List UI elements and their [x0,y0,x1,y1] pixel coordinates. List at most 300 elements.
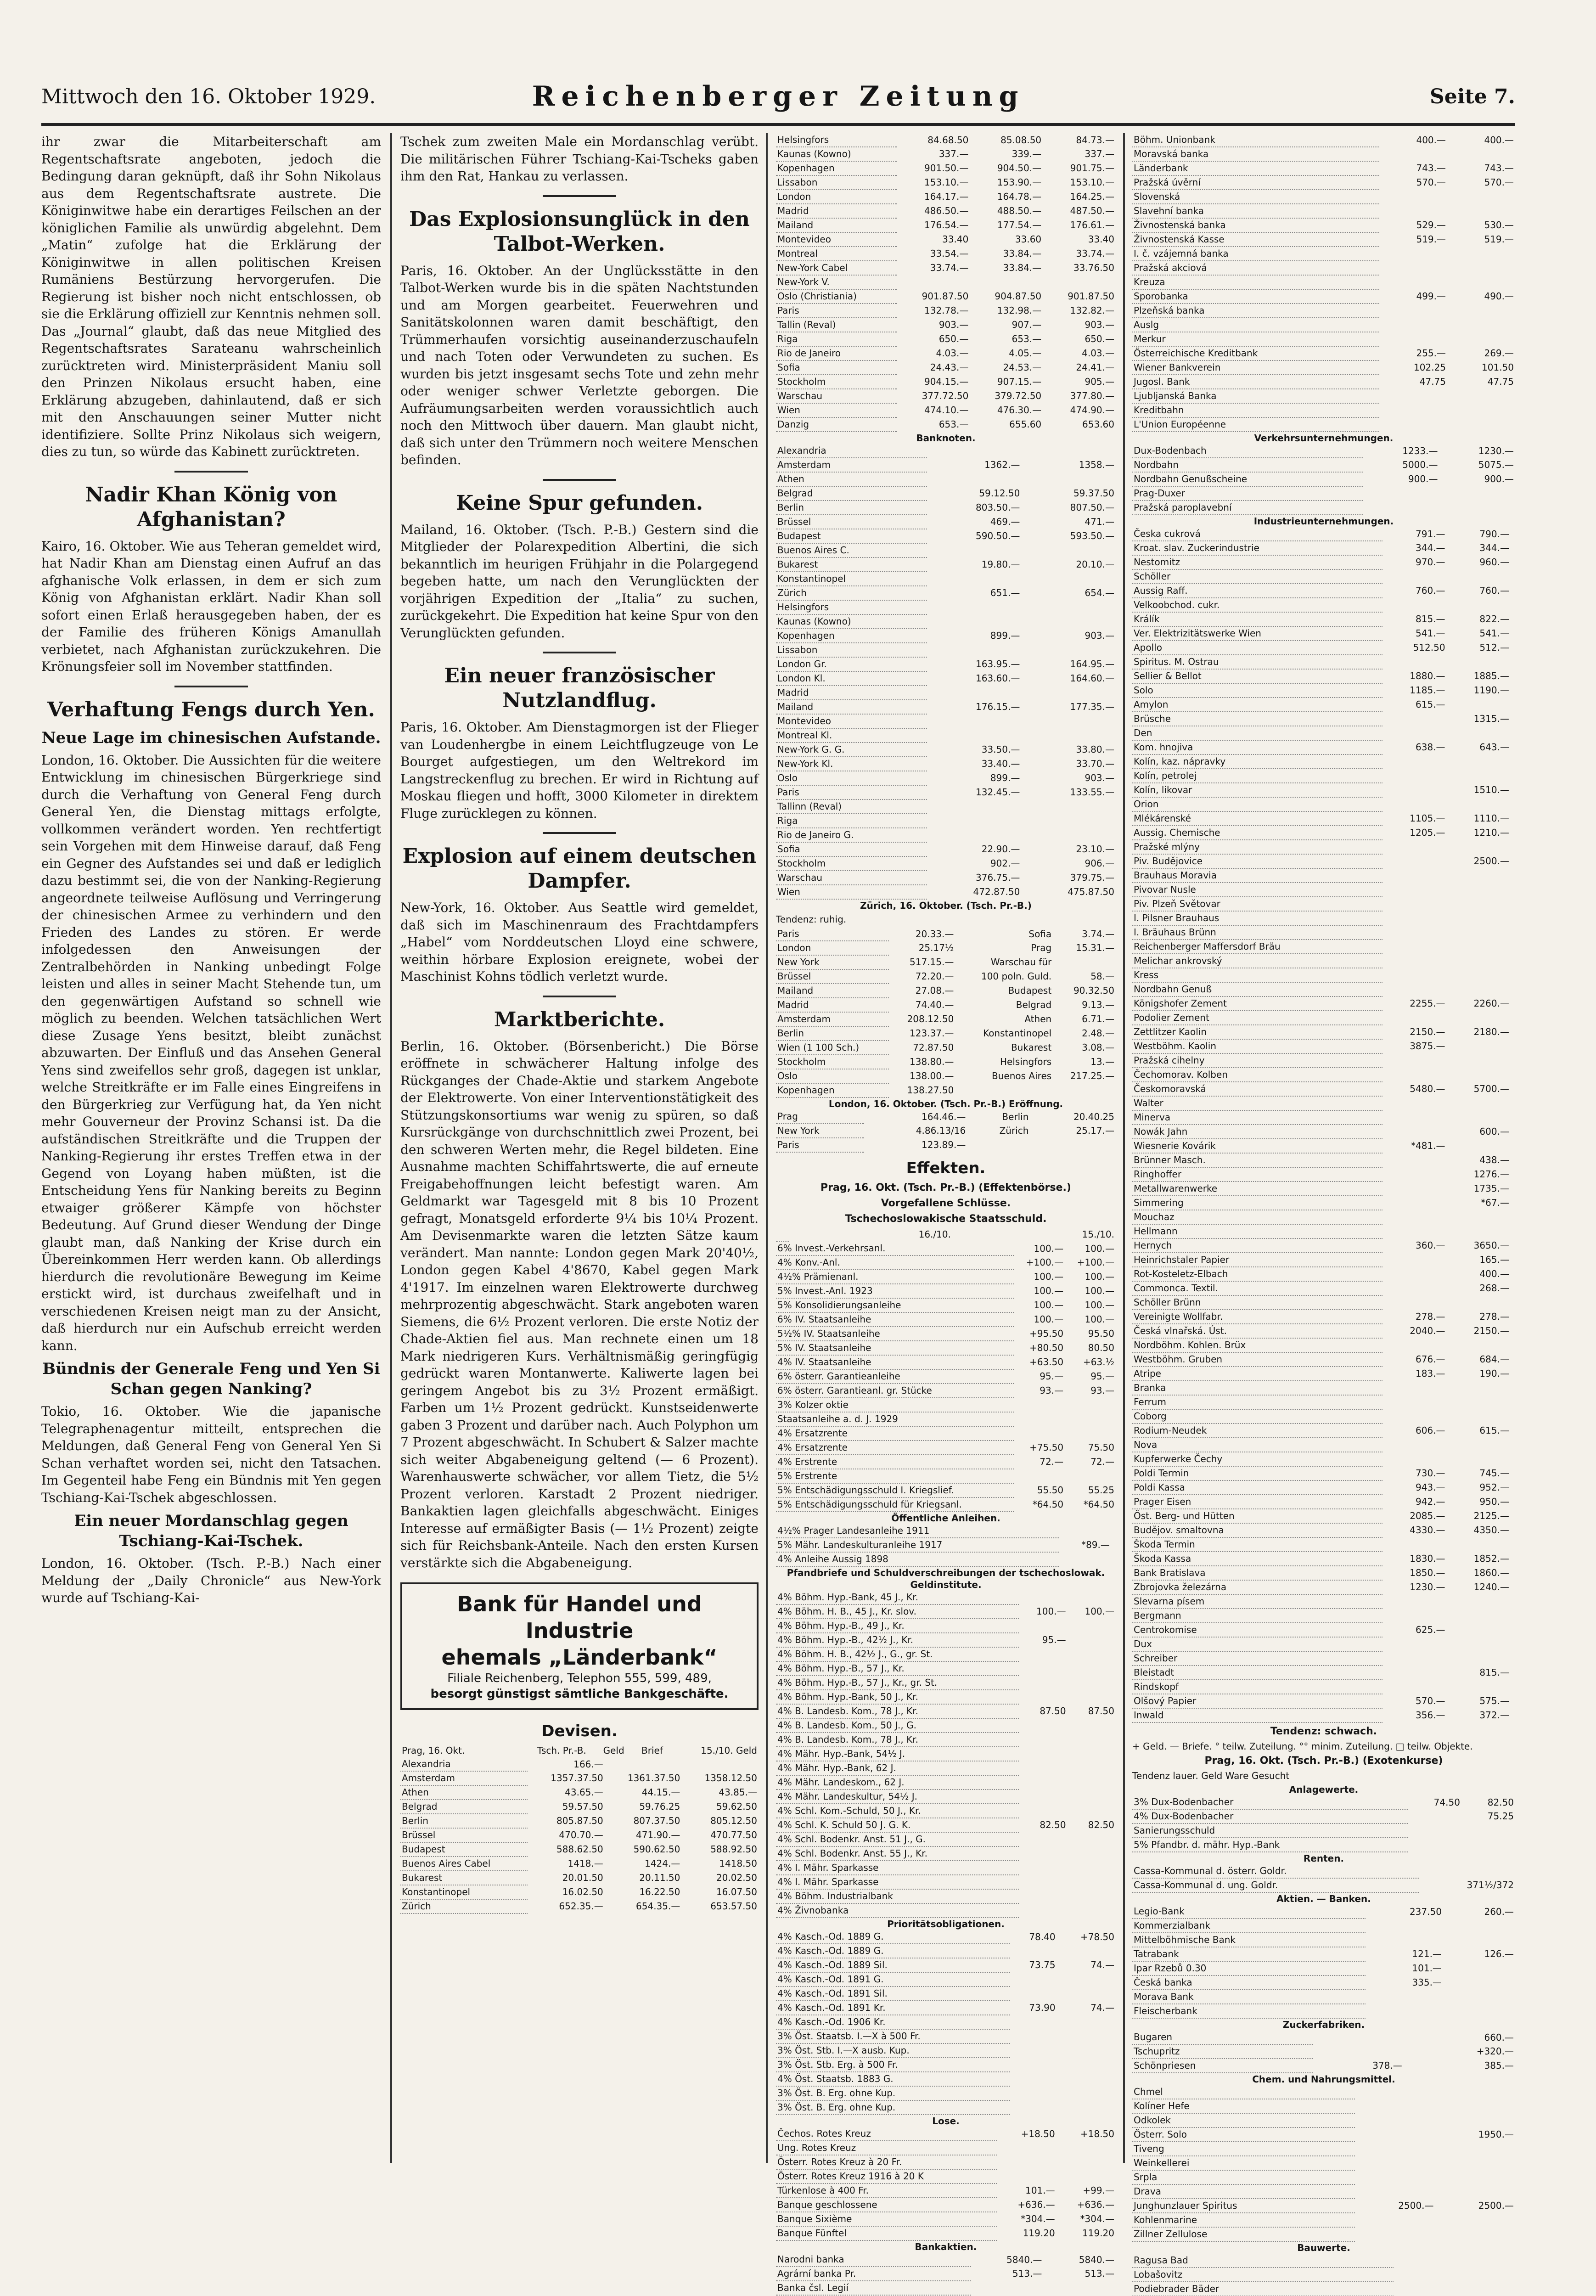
row-value [605,1757,682,1771]
row-value: 344.— [1479,542,1509,553]
row-value [1057,1972,1116,1986]
row-value [1382,1096,1446,1110]
table-row [1132,1110,1515,1125]
row-value: 486.50.— [924,205,969,216]
row-value [1447,204,1515,218]
row-value [1065,1469,1116,1483]
table-row [1132,1253,1515,1267]
row-value: 790.— [1479,528,1509,540]
row-label: 4½% Prager Landesanleihe 1911 [776,1524,1059,1538]
table-row [776,1633,1116,1647]
row-value [1057,2029,1116,2043]
row-label: Paris [776,1138,864,1152]
row-label: Lissabon [776,643,927,657]
row-value [1447,1452,1511,1466]
row-value [1447,1537,1511,1552]
row-value: 4.86.13/16 [916,1125,966,1136]
row-value [1382,911,1446,925]
row-value: 85.08.50 [1000,134,1042,146]
row-value [1382,1196,1446,1210]
row-value: 650.— [938,333,969,344]
row-label: Banque Fünftel [776,2226,997,2240]
row-label: Türkenlose à 400 Fr. [776,2183,997,2198]
table-row [1132,1281,1515,1295]
article-paragraph: Kairo, 16. Oktober. Wie aus Teheran gemeldet wird, hat Nadir Khan am Dienstag einen Aufruf an das afghanische Volk erlassen, in dem er sich zum König von Afghanistan erklärt. Nadir Khan soll sofort einen Erlaß herausgegeben haben, der es der Familie des früheren Königs Amanullah verbietet, nach Afghanistan zurückzukehren. Die Krönungsfeier soll im November stattfinden. [41,538,381,674]
row-label: Nordbahn Genußscheine [1132,472,1363,486]
row-value [1068,1718,1116,1733]
row-value: +18.50 [1021,2128,1055,2139]
row-value [1379,147,1447,161]
row-value [1382,1267,1446,1281]
row-value: 20.33.— [915,928,954,940]
row-label: Vereinigte Wollfabr. [1132,1310,1382,1324]
row-value [1010,2029,1057,2043]
row-label: Drava [1132,2184,1355,2199]
row-value [1068,1903,1116,1918]
table-row [1132,1666,1515,1680]
table-section-title: Zuckerfabriken. [1282,2019,1365,2030]
row-value [1447,1381,1511,1395]
row-value [1068,1733,1116,1747]
row-value [1447,840,1511,854]
row-value [1355,2085,1435,2099]
table-row [1132,2170,1515,2184]
row-label: Staatsanleihe a. d. J. 1929 [776,1412,1014,1426]
table-row [776,1661,1116,1676]
row-value [1447,1338,1511,1352]
row-value: 743.— [1416,163,1446,174]
row-label: Schöller Brünn [1132,1295,1382,1310]
table-row [776,629,1116,643]
row-label: Zettlitzer Kaolin [1132,1025,1382,1039]
row-value: 47.75 [1419,376,1446,387]
row-value: 25.17½ [918,942,954,953]
table-section-title: Industrieunternehmungen. [1253,516,1394,527]
row-value [1057,2043,1116,2058]
row-value: 803.50.— [976,502,1020,513]
row-value [1010,2072,1057,2086]
row-value [1408,1823,1461,1838]
row-value [1382,783,1446,797]
table-row [400,1885,759,1899]
row-label: Stockholm [776,1055,889,1069]
row-value: 100.— [1085,1606,1114,1617]
row-label: 4% Böhm. Hyp.-B., 49 J., Kr. [776,1619,1019,1633]
ad-bank-former-name: ehemals „Länderbank“ [441,1645,718,1670]
row-value [1043,275,1116,289]
row-value [1019,1647,1067,1661]
article-paragraph: Paris, 16. Oktober. Am Dienstagmorgen ist der Flieger van Loudenhergbe in einem Leichtflugzeuge von Le Bourget aufgestiegen, um den Weltrekord im Langstreckenflug zu brechen. Er wird in Richtung auf Moskau fliegen und hofft, 3000 Kilometer in direktem Fluge zurücklegen zu können. [400,720,759,821]
row-value: 575.— [1479,1695,1509,1706]
row-label: Sellier & Bellot [1132,669,1382,683]
row-value [1057,2086,1116,2100]
table-row [400,1757,759,1771]
row-value [1021,444,1116,458]
table-row [1132,360,1515,375]
row-value [1447,1210,1511,1224]
row-value: 2500.— [1478,2200,1514,2211]
row-value [1447,982,1511,996]
table-row [1132,190,1515,204]
row-label: Berlin [776,1026,889,1041]
row-value [927,799,1022,814]
row-value: 33.84.— [1003,248,1042,259]
row-value: 176.15.— [976,701,1020,712]
row-value: 16.02.50 [562,1886,603,1897]
table-row [776,1228,1116,1241]
row-value [1419,1864,1424,1878]
table-row [776,175,1116,190]
table-row [1132,1495,1515,1509]
row-value: 684.— [1479,1354,1509,1365]
row-value [1068,1861,1116,1875]
table-row [776,1552,1116,1566]
table-row [1132,968,1515,982]
row-value: 33.74.— [930,262,969,273]
row-label: Madrid [776,204,897,218]
row-value: 379.72.50 [995,390,1042,401]
table-header-row [400,1744,759,1757]
table-row [776,1341,1116,1355]
exotic-header: Prag, 16. Okt. (Tsch. Pr.-B.) (Exotenkurse) [1204,1755,1443,1767]
row-label: Zbrojovka železárna [1132,1580,1382,1594]
row-value: 33.54.— [930,248,969,259]
row-label: Aussig. Chemische [1132,826,1382,840]
row-value [1363,486,1439,501]
row-label: Orion [1132,797,1382,811]
row-label: 4% Erstrente [776,1455,1014,1469]
table-row [776,389,1116,403]
row-label: Wien (1 100 Sch.) [776,1041,889,1055]
table-row [776,375,1116,389]
row-value: 72.20.— [915,971,954,982]
table-row [776,814,1116,828]
table-row [776,1790,1116,1804]
row-value [1419,1878,1424,1892]
row-value: 469.— [990,516,1020,527]
row-value: 2125.— [1473,1510,1509,1521]
row-label: Kupferwerke Čechy [1132,1452,1382,1466]
row-label: Česká banka [1132,1975,1366,1990]
row-label: Kress [1132,968,1382,982]
row-value: 20.10.— [1076,559,1114,570]
row-value: 132.82.— [1070,305,1114,316]
row-label: London Gr. [776,657,927,671]
article-paragraph: Paris, 16. Oktober. An der Unglücksstätte in den Talbot-Werken wurde bis in die späten Nachtstunden und am Morgen gearbeitet. Feuerwehren und Sanitätskolonnen waren damit beschäftigt, den Trümmerhaufen vorsichtig auseinanderzuschaufeln und nach Toten oder Verwundeten zu suchen. Es wurden bis jetzt insgesamt sechs Tote und zehn mehr oder weniger schwer Verletzte geborgen. Die Aufräumungsarbeiten werden voraussichtlich auch noch den Mittwoch über dauern. Man glaubt nicht, daß sich unter den Trümmern noch weitere Menschen befinden. [400,263,759,467]
table-row [776,969,1116,984]
row-label: Kommerzialbank [1132,1919,1366,1933]
row-label: 4% Schl. Bodenkr. Anst. 55 J., Kr. [776,1846,1019,1861]
row-value [1382,1281,1446,1295]
row-label: 6% österr. Garantieanleihe [776,1369,1014,1384]
article-paragraph: London, 16. Oktober. Die Aussichten für die weitere Entwicklung im chinesischen Bürgerkriege sind durch die Verhaftung von General Feng durch General Yen, die Dienstag mittags erfolgte, vollkommen verändert worden. Yen rechtfertigt sein Vorgehen mit dem Hinweise darauf, daß Feng ein Gegner des Aufstandes sei und daß er lediglich dazu bestimmt sei, die von der Nanking-Regierung angeordnete teilweise Auflösung und Verringerung der chinesischen Armee zu verhindern und den Frieden des Landes zu stören. Er werde infolgedessen den Anweisungen der Zentralbehörden in Nanking unbedingt Folge leisten und alles in seiner Macht Stehende tun, um den gegenwärtigen Aufstand so schnell wie möglich zu beenden. Welchen tatsächlichen Wert diese Zusage Yens besitzt, bleibt zunächst abzuwarten. Der Einfluß und das Ansehen General Yens sind zweifellos sehr groß, dagegen ist unklar, welche Streitkräfte er im Falle eines Eingreifens in den Bürgerkrieg zur Verfügung hat, da Yen nicht mehr Gouverneur der Provinz Schansi ist. Da die aufständischen Streitkräfte und die Truppen der Nanking-Regierung ihr erstes Treffen etwa in der Gegend von Loyang haben müßten, ist die Entscheidung Yens für Nanking bereits zu Beginn etwaiger größerer Kämpfe von höchster Bedeutung. Auf Grund dieser Wendung der Dinge glaubt man, daß Nanking der Krise durch ein Übereinkommen Herr werden kann. Ob allerdings hierdurch die revolutionäre Bewegung im Keime erstickt wird, ist durchaus zweifelhaft und in verschiedenen Kreisen neigt man zu der Ansicht, daß hierdurch nur ein Aufschub erreicht werden kann. [41,752,381,1353]
table-row [1132,1933,1515,1947]
row-label: Metallwarenwerke [1132,1182,1382,1196]
table-row [400,1871,759,1885]
row-value: 615.— [1416,699,1445,710]
table-row [1132,1352,1515,1367]
row-label: Banka čsl. Legií [776,2281,971,2295]
row-value [1355,2213,1435,2227]
row-value: 903.— [938,319,969,330]
table-row [1132,247,1515,261]
row-value [1379,389,1447,403]
row-label: 4% Kasch.-Od. 1891 G. [776,1972,1010,1986]
table-row [1132,1338,1515,1352]
row-value [1382,982,1446,996]
row-value: +100.— [1077,1257,1114,1268]
row-value: 1230.— [1410,1581,1445,1593]
row-label: Cassa-Kommunal d. ung. Goldr. [1132,1878,1419,1892]
row-value: 164.78.— [997,191,1042,202]
table-row [1132,883,1515,897]
row-label: Tallinn (Reval) [776,799,927,814]
row-value [1068,1690,1116,1704]
table-row [776,1055,1116,1069]
row-label: Piv. Budějovice [1132,854,1382,868]
row-value [1068,1633,1116,1647]
row-value: 84.68.50 [927,134,969,146]
row-value [1014,1426,1065,1441]
legend-note: + Geld. — Briefe. ° teilw. Zuteilung. °° minim. Zuteilung. □ teilw. Objekte. [1132,1741,1473,1752]
column-4-market-tables [1132,133,1515,2294]
row-label: Minerva [1132,1110,1382,1125]
row-label: Ver. Elektrizitätswerke Wien [1132,626,1382,641]
row-value [1065,1412,1116,1426]
row-value: 33.76.50 [1073,262,1114,273]
table-row [1132,854,1515,868]
row-value: 75.25 [1487,1811,1514,1822]
row-label: Schönpriesen [1132,2059,1313,2073]
row-label: 4% Schl. Kom.-Schuld, 50 J., Kr. [776,1804,1019,1818]
row-value: +80.50 [1029,1342,1064,1353]
row-value [1382,797,1446,811]
row-value [1379,247,1447,261]
table-row [1132,1452,1515,1466]
table-section-title: Chem. und Nahrungsmittel. [1252,2074,1395,2085]
bank-advertisement [400,1582,759,1710]
row-value [1443,1961,1515,1975]
row-label: Rio de Janeiro [776,346,897,360]
row-value: 570.— [1416,177,1446,188]
row-value: 356.— [1416,1710,1445,1721]
row-label: Amsterdam [776,1012,889,1026]
table-row [1132,2282,1515,2296]
article-subheadline: Bündnis der Generale Feng und Yen Si Schan gegen Nanking? [42,1360,380,1398]
row-value: Helsingfors [1000,1056,1052,1067]
row-label: 4% Böhm. Hyp.-B., 42½ J., Kr. [776,1633,1019,1647]
table-row [776,133,1116,147]
table-row [776,2212,1116,2226]
row-value: 33.40 [942,234,969,245]
row-value: 138.80.— [910,1056,954,1067]
row-value [1443,2004,1515,2018]
row-value [1057,2141,1116,2155]
row-value: 95.— [1040,1371,1064,1382]
table-row [776,1270,1116,1284]
row-value: +18.50 [1080,2128,1114,2139]
row-value [1461,1838,1515,1852]
row-value: 805.87.50 [556,1815,603,1826]
row-value [1382,726,1446,740]
row-label: Nova [1132,1438,1382,1452]
table-row [1132,289,1515,304]
table-row [776,232,1116,247]
row-value: 400.— [1484,134,1514,146]
row-label: Kom. hnojiva [1132,740,1382,754]
row-label: Junghunzlauer Spiritus [1132,2199,1355,2213]
row-value [1382,1224,1446,1238]
row-label: Paris [776,304,897,318]
row-value: 72.— [1040,1456,1064,1467]
row-value [1402,2282,1515,2296]
row-value: Zürich [999,1125,1029,1136]
row-value: 822.— [1479,613,1509,625]
row-label: Ljubljanská Banka [1132,389,1379,403]
row-value: 121.— [1412,1948,1442,1959]
row-label: Amsterdam [776,458,927,472]
table-row [1132,2254,1515,2268]
row-value [1447,1039,1511,1053]
row-value: 20.40.25 [1073,1111,1114,1122]
row-value [1030,1138,1116,1152]
table-row [776,1012,1116,1026]
table-row [1132,2085,1515,2099]
table-row [776,643,1116,657]
table-row [776,2072,1116,2086]
row-value: 82.50 [1088,1819,1114,1830]
row-label: 4% Schl. K. Schuld 50 J. G. K. [776,1818,1019,1832]
row-value: 337.— [938,148,969,159]
row-value [1447,698,1511,712]
row-value: 15./10. [1082,1229,1114,1240]
table-row [1132,375,1515,389]
row-value [1382,569,1446,584]
row-value [1010,1944,1057,1958]
row-value: +320.— [1476,2046,1514,2057]
row-value [1447,598,1511,612]
row-value: 760.— [1416,585,1445,596]
row-value [1355,2127,1435,2142]
row-value: 1885.— [1473,670,1509,681]
row-value: 123.89.— [922,1139,966,1150]
row-label: Moravská banka [1132,147,1379,161]
row-value [927,600,1022,614]
row-value: 5840.— [1079,2254,1114,2265]
row-value: 650.— [1085,333,1114,344]
row-value [1447,968,1511,982]
row-label: Böhm. Unionbank [1132,133,1379,147]
row-value [1057,2058,1116,2072]
row-value: 100.— [1085,1314,1114,1325]
row-label: 5% Entschädigungsschuld für Kriegsanl. [776,1497,1014,1512]
row-value [1447,1295,1511,1310]
table-row [776,1676,1116,1690]
row-value [970,275,1043,289]
row-label: Pražská paroplavební [1132,501,1363,515]
row-value [1447,940,1511,954]
table-row [1132,486,1515,501]
row-value [1057,2100,1116,2115]
row-value: 1315.— [1473,713,1509,724]
table-row [776,247,1116,261]
row-label: Österreichische Kreditbank [1132,346,1379,360]
table-row [776,927,1116,941]
bank-shares-table [776,2253,1116,2296]
table-row [400,1899,759,1913]
table-row [776,346,1116,360]
row-value [1435,2170,1515,2184]
row-value [1021,472,1116,486]
table-row [1132,982,1515,996]
row-value: 132.78.— [924,305,969,316]
row-value [1435,2099,1515,2113]
row-label: 4% Kasch.-Od. 1889 G. [776,1930,1010,1944]
ad-slogan: besorgt günstigst sämtliche Bankgeschäfte. [430,1687,729,1701]
row-value: 59.76.25 [639,1801,680,1812]
table-row [1132,925,1515,940]
row-value: 82.50 [1487,1796,1514,1808]
row-label: Lissabon [776,175,897,190]
row-value [927,814,1022,828]
row-value [1019,1761,1067,1775]
row-value [1382,1537,1446,1552]
table-row [1132,1153,1515,1167]
row-value [1059,1552,1111,1566]
row-value: 519.— [1484,234,1514,245]
row-value: 163.60.— [976,673,1020,684]
row-value: 176.61.— [1070,219,1114,231]
row-label: Chmel [1132,2085,1355,2099]
row-value: 653.57.50 [710,1901,757,1912]
row-value: 133.55.— [1070,787,1114,798]
row-value: 101.— [1025,2185,1055,2196]
row-value: 743.— [1484,163,1514,174]
table-row [776,1591,1116,1604]
row-value: 488.50.— [997,205,1042,216]
row-label: 4% Böhm. H. B., 45 J., Kr. slov. [776,1604,1019,1619]
table-section-title: Verkehrsunternehmungen. [1254,433,1394,444]
table-row [776,204,1116,218]
article-separator [543,832,616,834]
table-row [1132,458,1515,472]
row-label: Sanierungsschuld [1132,1823,1408,1838]
row-label: Pražská cihelny [1132,1053,1382,1068]
row-value [1447,1651,1511,1666]
row-label: Pražská akciová [1132,261,1379,275]
row-value: 4330.— [1410,1525,1445,1536]
row-value: 807.37.50 [633,1815,680,1826]
article-headline: Marktberichte. [494,1007,665,1031]
row-value: 1210.— [1473,827,1509,838]
row-value: 903.— [1085,319,1114,330]
row-value: 20.02.50 [716,1872,757,1883]
table-row [1132,797,1515,811]
table-row [400,1814,759,1828]
table-row [776,501,1116,515]
row-label: Jugosl. Bank [1132,375,1379,389]
table-row [776,984,1116,998]
row-value: 100.— [1034,1300,1064,1311]
masthead [41,80,1515,117]
row-value [1447,1068,1511,1082]
chemical-food-table [1132,2085,1515,2242]
row-label: Merkur [1132,332,1379,346]
row-value: 900.— [1484,473,1514,484]
row-value: 541.— [1416,628,1445,639]
row-value: 268.— [1479,1283,1509,1294]
row-value [1408,1809,1461,1823]
